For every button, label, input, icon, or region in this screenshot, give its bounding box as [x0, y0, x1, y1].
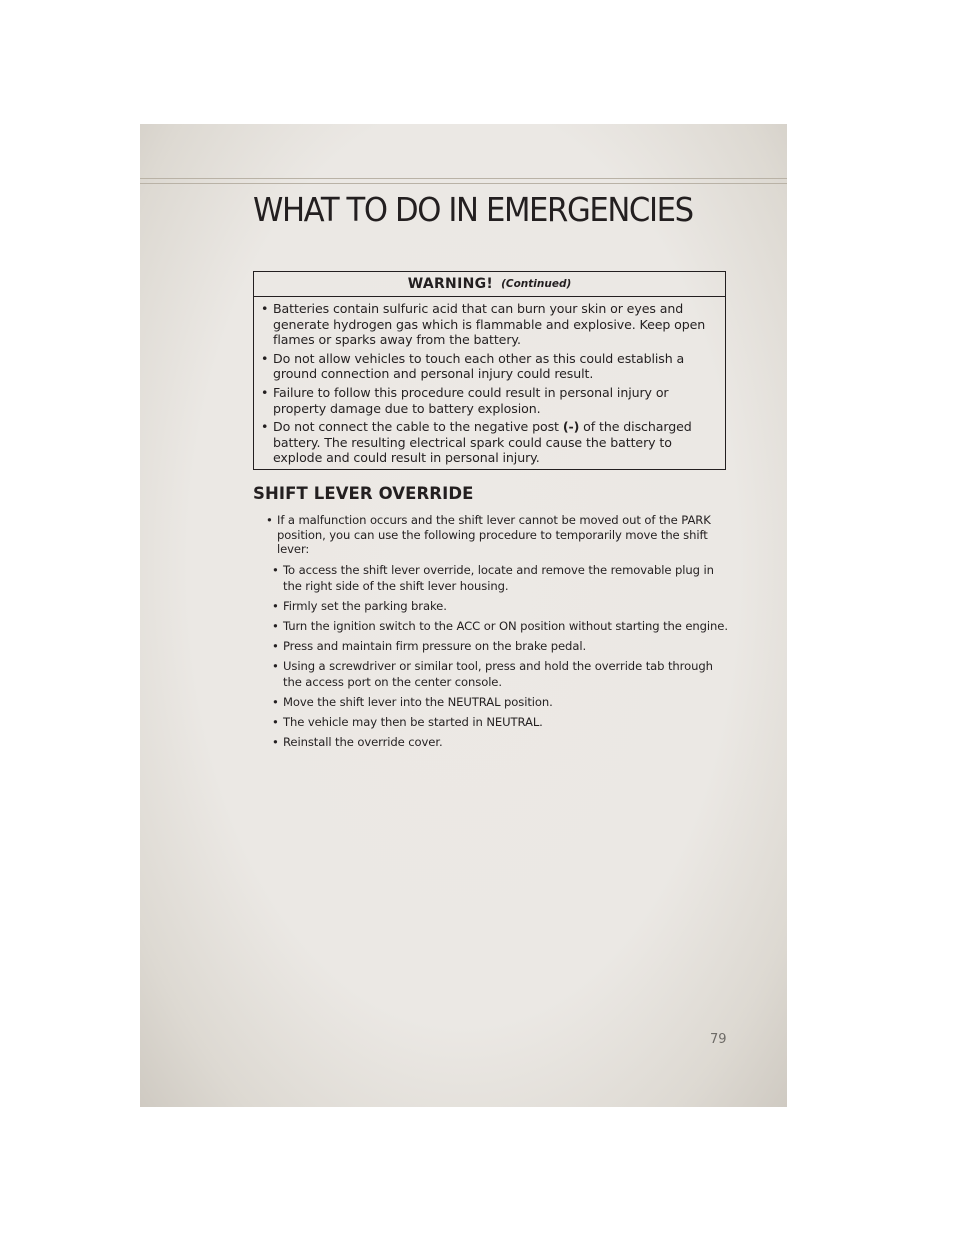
bullet-icon: • — [272, 618, 279, 633]
section-heading: SHIFT LEVER OVERRIDE — [253, 484, 474, 503]
procedure-step-text: Using a screwdriver or similar tool, press and hold the override tab through the access port on the center console. — [283, 658, 713, 689]
warning-item-text-after: of the discharged battery. The resulting electrical spark could cause the battery to explode and could result in personal injury. — [273, 419, 692, 466]
warning-header — [254, 272, 725, 297]
bullet-icon: • — [272, 714, 279, 729]
page-number: 79 — [710, 1032, 727, 1047]
bullet-icon: • — [261, 301, 269, 316]
procedure-step — [272, 598, 732, 614]
warning-item — [261, 350, 715, 382]
page-title: WHAT TO DO IN EMERGENCIES — [253, 190, 693, 229]
bullet-icon: • — [261, 350, 269, 366]
negative-post-symbol: (-) — [562, 419, 580, 435]
page-panel — [140, 124, 787, 1107]
bullet-icon: • — [272, 598, 279, 613]
procedure-intro-text: If a malfunction occurs and the shift lever cannot be moved out of the PARK position, you can use the following procedure to temporarily move the shift lever: — [277, 513, 711, 556]
procedure-step-text: Reinstall the override cover. — [283, 734, 443, 749]
bullet-icon: • — [272, 562, 279, 577]
warning-item-text: Failure to follow this procedure could result in personal injury or property damage due to battery explosion. — [273, 384, 669, 416]
procedure-step — [272, 714, 732, 730]
bullet-icon: • — [272, 658, 279, 673]
procedure-step — [272, 638, 732, 654]
procedure-step-text: To access the shift lever override, locate and remove the removable plug in the right side of the shift lever housing. — [283, 562, 714, 593]
procedure-step — [272, 562, 732, 594]
warning-item — [261, 384, 715, 416]
procedure-step-text: Turn the ignition switch to the ACC or ON position without starting the engine. — [283, 618, 728, 633]
warning-item-text: Batteries contain sulfuric acid that can burn your skin or eyes and generate hydrogen gas which is flammable and explosive. Keep open flames or sparks away from the battery. — [273, 301, 706, 348]
procedure-step — [272, 658, 732, 690]
warning-box — [253, 271, 726, 470]
bullet-icon: • — [272, 638, 279, 653]
procedure-list — [266, 513, 732, 754]
procedure-step — [272, 618, 732, 634]
warning-title: WARNING! — [407, 276, 494, 292]
warning-item-text: Do not allow vehicles to touch each other as this could establish a ground connection and personal injury could result. — [273, 350, 685, 382]
warning-item-text-before: Do not connect the cable to the negative post — [273, 419, 563, 435]
warning-item — [261, 301, 715, 348]
procedure-step-text: Firmly set the parking brake. — [283, 598, 447, 613]
bullet-icon: • — [266, 513, 273, 527]
warning-continued-label: (Continued) — [501, 278, 572, 290]
procedure-step — [272, 734, 732, 750]
bullet-icon: • — [272, 694, 279, 709]
header-rule-bottom — [140, 183, 787, 184]
warning-list — [254, 297, 725, 466]
procedure-step — [272, 694, 732, 710]
warning-item — [261, 419, 715, 466]
procedure-intro — [266, 513, 732, 750]
bullet-icon: • — [261, 384, 269, 400]
procedure-step-text: The vehicle may then be started in NEUTRAL. — [283, 714, 543, 729]
bullet-icon: • — [272, 734, 279, 749]
procedure-step-text: Press and maintain firm pressure on the brake pedal. — [283, 638, 587, 653]
procedure-steps — [272, 562, 732, 750]
header-rule-top — [140, 178, 787, 179]
procedure-step-text: Move the shift lever into the NEUTRAL position. — [283, 694, 553, 709]
bullet-icon: • — [261, 419, 269, 435]
